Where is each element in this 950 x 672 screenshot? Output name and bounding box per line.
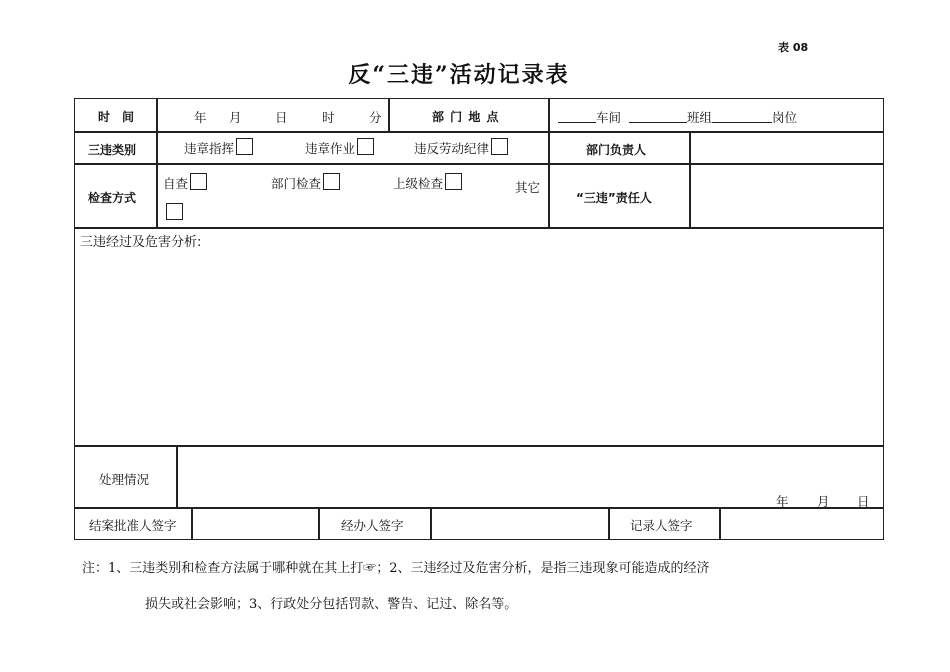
- method-option-dept[interactable]: [271, 173, 340, 192]
- category-option-discipline[interactable]: [414, 138, 508, 157]
- note-line-2: 损失或社会影响；3、行政处分包括罚款、警告、记过、除名等。: [145, 597, 518, 612]
- recorder-signature-field[interactable]: [721, 509, 881, 539]
- method-label: 检查方式: [88, 191, 137, 205]
- dept-location-label: 部 门 地 点: [432, 110, 500, 124]
- checkbox[interactable]: [491, 138, 508, 155]
- category-option-directing[interactable]: [184, 138, 253, 157]
- checkbox[interactable]: [445, 173, 462, 190]
- approver-signature-field[interactable]: [193, 509, 317, 539]
- dept-head-field[interactable]: [691, 133, 881, 162]
- dept-head-label: 部门负责人: [586, 143, 647, 157]
- handling-label: 处理情况: [99, 472, 150, 487]
- time-label: 时 间: [98, 110, 135, 124]
- method-other-checkbox[interactable]: [166, 203, 183, 220]
- checkbox[interactable]: [236, 138, 253, 155]
- handling-field[interactable]: [178, 447, 882, 487]
- col-divider: [548, 98, 550, 228]
- col-divider: [608, 507, 610, 540]
- form-title: 反“三违”活动记录表: [348, 62, 570, 88]
- recorder-signature-label: 记录人签字: [630, 518, 693, 533]
- method-option-self[interactable]: [163, 173, 207, 192]
- responsible-field[interactable]: [691, 165, 881, 226]
- workshop-label: 车间: [596, 110, 622, 125]
- method-option-label: 自查: [163, 176, 189, 191]
- checkbox[interactable]: [190, 173, 207, 190]
- checkbox[interactable]: [323, 173, 340, 190]
- handling-date-month: 月: [817, 494, 830, 509]
- handler-signature-field[interactable]: [432, 509, 607, 539]
- col-divider: [388, 98, 390, 132]
- time-unit-day: 日: [275, 110, 288, 125]
- analysis-field[interactable]: [76, 250, 882, 443]
- handler-signature-label: 经办人签字: [341, 518, 404, 533]
- category-option-label: 违章作业: [305, 141, 356, 156]
- handling-date-year: 年: [776, 494, 789, 509]
- method-option-other: 其它: [515, 180, 541, 195]
- col-divider: [318, 507, 320, 540]
- location-fields: [558, 108, 797, 126]
- form-number: 表 08: [778, 41, 809, 54]
- category-option-operating[interactable]: [305, 138, 374, 157]
- row-divider: [74, 227, 884, 229]
- time-unit-month: 月: [229, 110, 242, 125]
- handling-date-day: 日: [857, 494, 870, 509]
- responsible-label: “三违”责任人: [576, 191, 652, 205]
- category-option-label: 违反劳动纪律: [414, 141, 490, 156]
- team-label: 班组: [687, 110, 713, 125]
- method-option-superior[interactable]: [393, 173, 462, 192]
- time-unit-year: 年: [194, 110, 207, 125]
- category-label: 三违类别: [88, 143, 137, 157]
- category-option-label: 违章指挥: [184, 141, 235, 156]
- method-option-label: 上级检查: [393, 176, 444, 191]
- workshop-blank[interactable]: [558, 110, 596, 123]
- method-option-label: 部门检查: [271, 176, 322, 191]
- time-unit-hour: 时: [322, 110, 335, 125]
- col-divider: [156, 98, 158, 228]
- analysis-label: 三违经过及危害分析:: [80, 235, 202, 250]
- post-label: 岗位: [772, 110, 798, 125]
- checkbox[interactable]: [357, 138, 374, 155]
- team-blank[interactable]: [629, 110, 687, 123]
- note-line-1: 注：1、三违类别和检查方法属于哪种就在其上打☞；2、三违经过及危害分析，是指三违现象可能造成的经济: [82, 561, 710, 576]
- approver-signature-label: 结案批准人签字: [89, 518, 177, 533]
- time-unit-minute: 分: [369, 110, 382, 125]
- post-blank[interactable]: [712, 110, 772, 123]
